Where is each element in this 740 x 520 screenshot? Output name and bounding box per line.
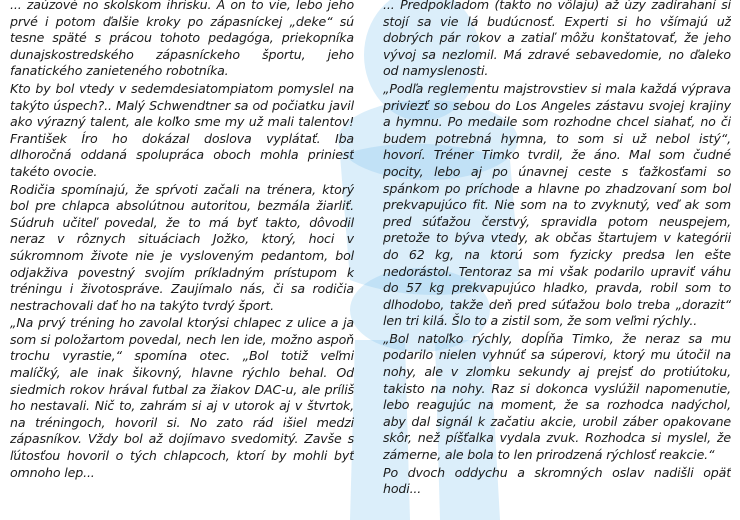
paragraph: Rodičia spomínajú, že spŕvoti začali na trénera, ktorý bol pre chlapca absolútnou autoritou, bezmála žiarliť. Súdruh učiteľ povedal, že to má byť takto, dôvodil neraz v rôznych situáciach Jožko, ktorý, hoci v súkromnom živote nie je vysloveným pedantom, bol odjakživa povestný svojím príkladným prístupom k tréningu i životospráve. Zaujímalo nás, či sa rodičia nestrachovali dať ho na takýto tvrdý šport. — [10, 181, 354, 313]
paragraph: ... Predpokladom (takto no vôlaju) až úzy zadírahaní sí stojí sa vie lá budúcnosť. Experti si ho všímajú už dobrých pár rokov a zatiaľ môžu konštatovať, že jeho vývoj sa nezlomil. Má zdravé sebavedomie, no ďaleko od namyslenosti. — [383, 0, 731, 79]
right-text-column — [383, 0, 731, 520]
paragraph: „Na prvý tréning ho zavolal ktorýsi chlapec z ulice a ja som si položartom povedal, nech len ide, možno aspoň trochu vyrastie,“ spomína otec. „Bol totiž veľmi malíčký, ale inak šikovný, hlavne rýchlo behal. Od siedmich rokov hrával futbal za žiakov DAC-u, ale príliš ho nestavali. Nič to, zahrám si aj v utorok aj v štvrtok, na tréningoch, hovoril si. No zato rád išiel medzi zápasníkov. Vždy bol až dojímavo svedomitý. Zavše s ľútosťou hovoril o tých chlapcoch, ktorí by mohli byť omnoho lep... — [10, 315, 354, 480]
paragraph: Kto by bol vtedy v sedemdesiatompiatom pomyslel na takýto úspech?.. Malý Schwendtner sa od počiatku javil ako výrazný talent, ale koľko sme my už mali talentov! František Íro ho dokázal doslova vyplátať. Iba dlhoročná oddaná spolupráca oboch mohla priniesť takéto ovocie. — [10, 80, 354, 179]
paragraph: ... zaúzové no skolskom ihrisku. A on to vie, lebo jeho prvé i potom ďalšie kroky po zápasníckej „deke“ sú tesne späté s prácou tohoto pedagóga, priekopníka dunajskostredského zápasníckeho športu, jeho fanatického zanieteného robotníka. — [10, 0, 354, 79]
left-text-column — [10, 0, 354, 520]
paragraph: „Podľa reglementu majstrovstiev si mala každá výprava priviezť so sebou do Los Angeles zástavu svojej krajiny a hymnu. Po medaile som rozhodne chcel siahať, no či budem potrebná hymna, to som si už nebol istý“, hovorí. Tréner Timko tvrdil, že áno. Mal som čudné pocity, lebo aj po únavnej ceste s ťažkosťami so spánkom po príchode a hlavne po zhadzovaní som bol prekvapujúco fit. Nie som na to zvyknutý, veď ak som pred súťažou čerstvý, spravidla potom neuspejem, pretože to býva vtedy, ak občas štartujem v kategórii do 62 kg, na ktorú som fyzicky predsa len ešte nedorástol. Tentoraz sa mi však podarilo upraviť váhu do 57 kg prekvapujúco hladko, pravda, robil som to dlhodobo, takže deň pred súťažou bolo treba „dorazit“ len tri kilá. Šlo to a zistil som, že som veľmi rýchly.. — [383, 80, 731, 329]
paragraph: „Bol natoľko rýchly, dopĺňa Timko, že neraz sa mu podarilo nielen vyhnúť sa súperovi, ktorý mu útočil na nohy, ale v zlomku sekundy aj prejsť do protiútoku, takisto na nohy. Raz si dokonca vyslúžil napomenutie, lebo reagujúc na moment, že sa rozhodca nadýchol, aby dal signál k začatiu akcie, urobil záber opakovane skôr, než píšťalka vydala zvuk. Rozhodca si myslel, že zámerne, ale bola to len prirodzená rýchlosť reakcie.“ — [383, 330, 731, 463]
paragraph: Po dvoch oddychu a skromných oslav nadišli opäť hodi... — [383, 464, 731, 497]
